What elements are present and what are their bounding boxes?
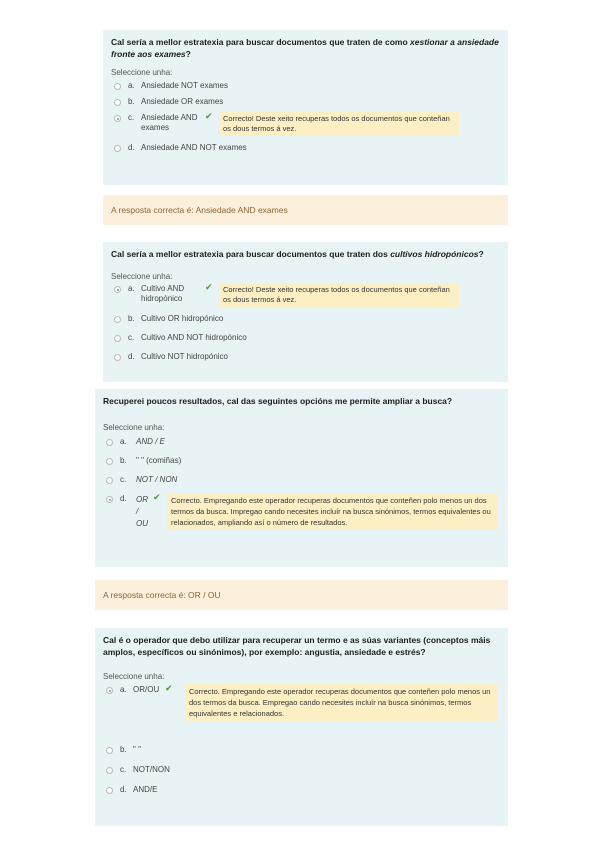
select-prompt: Seleccione unha: bbox=[103, 423, 165, 432]
feedback-box: Correcto. Empregando este operador recuperas documentos que conteñen polo menos un dos termos da busca. Empregao cando necesites incluír na busca sinónimos, termos equivalentes e relacionados. bbox=[185, 684, 497, 721]
question-text: Cal sería a mellor estratexia para buscar documentos que traten de como xestionar a ansiedade fronte aos exames? bbox=[111, 37, 499, 59]
radio-button[interactable] bbox=[106, 767, 113, 774]
question-card-2 bbox=[103, 242, 508, 382]
select-prompt: Seleccione unha: bbox=[111, 272, 173, 281]
correct-check-icon: ✔ bbox=[153, 492, 161, 502]
question-text: Recuperei poucos resultados, cal das seguintes opcións me permite ampliar a busca? bbox=[103, 396, 453, 406]
radio-button-selected[interactable] bbox=[106, 496, 113, 503]
option-d[interactable]: d. OR / OU ✔ Correcto. Empregando este operador recuperas documentos que conteñen polo menos un dos termos da busca. Impregao cando necesites incluír na busca sinónimos, termos equivalentes ou relacionados, ampliando así o número de resultados. bbox=[103, 494, 500, 544]
option-b[interactable]: b. Ansiedade OR exames bbox=[111, 97, 500, 113]
radio-button[interactable] bbox=[106, 477, 113, 484]
radio-button[interactable] bbox=[114, 335, 121, 342]
radio-button[interactable] bbox=[114, 83, 121, 90]
radio-button[interactable] bbox=[106, 747, 113, 754]
question-text: Cal sería a mellor estratexia para buscar documentos que traten dos cultivos hidropónicos? bbox=[111, 249, 484, 259]
radio-button[interactable] bbox=[106, 439, 113, 446]
option-a[interactable]: a. Ansiedade NOT exames bbox=[111, 81, 500, 97]
correct-answer-box: A resposta correcta é: Ansiedade AND exames bbox=[103, 195, 508, 225]
radio-button-selected[interactable] bbox=[114, 115, 121, 122]
radio-button[interactable] bbox=[114, 316, 121, 323]
correct-check-icon: ✔ bbox=[165, 683, 173, 693]
option-a[interactable]: a. OR/OU ✔ Correcto. Empregando este operador recuperas documentos que conteñen polo menos un dos termos da busca. Empregao cando necesites incluír na busca sinónimos, termos equivalentes e relacionados. bbox=[103, 685, 500, 745]
option-a[interactable]: a. Cultivo AND hidropónico ✔ Correcto! Deste xeito recuperas todos os documentos que conteñan os dous termos á vez. bbox=[111, 284, 500, 314]
correct-answer-box: A resposta correcta é: OR / OU bbox=[95, 580, 508, 610]
option-b[interactable]: b. Cultivo OR hidropónico bbox=[111, 314, 500, 333]
radio-button-selected[interactable] bbox=[114, 286, 121, 293]
radio-button[interactable] bbox=[106, 787, 113, 794]
option-d[interactable]: d. AND/E bbox=[103, 785, 500, 801]
feedback-box: Correcto! Deste xeito recuperas todos os documentos que conteñan os dous termos á vez. bbox=[219, 112, 459, 136]
option-b[interactable]: b. " " bbox=[103, 745, 500, 765]
radio-button-selected[interactable] bbox=[106, 687, 113, 694]
option-c[interactable]: c. Cultivo AND NOT hidropónico bbox=[111, 333, 500, 352]
question-card-3 bbox=[95, 389, 508, 567]
radio-button[interactable] bbox=[106, 458, 113, 465]
option-d[interactable]: d. Ansiedade AND NOT exames bbox=[111, 143, 500, 159]
select-prompt: Seleccione unha: bbox=[111, 68, 173, 77]
option-c[interactable]: c. Ansiedade AND exames ✔ Correcto! Deste xeito recuperas todos os documentos que conteñan os dous termos á vez. bbox=[111, 113, 500, 143]
option-b[interactable]: b. " " (comiñas) bbox=[103, 456, 500, 475]
radio-button[interactable] bbox=[114, 354, 121, 361]
feedback-box: Correcto! Deste xeito recuperas todos os documentos que conteñan os dous termos á vez. bbox=[219, 283, 459, 307]
option-d[interactable]: d. Cultivo NOT hidropónico bbox=[111, 352, 500, 368]
question-card-1 bbox=[103, 30, 508, 185]
question-text: Cal é o operador que debo utilizar para recuperar un termo e as súas variantes (conceptos máis amplos, específicos ou sinónimos), por exemplo: angustia, ansiedade e estrés? bbox=[103, 635, 491, 657]
correct-check-icon: ✔ bbox=[205, 111, 213, 121]
select-prompt: Seleccione unha: bbox=[103, 672, 165, 681]
option-c[interactable]: c. NOT/NON bbox=[103, 765, 500, 785]
feedback-box: Correcto. Empregando este operador recuperas documentos que conteñen polo menos un dos termos da busca. Impregao cando necesites incluír na busca sinónimos, termos equivalentes ou relacionados, ampliando así o número de resultados. bbox=[167, 493, 497, 530]
radio-button[interactable] bbox=[114, 145, 121, 152]
question-card-4 bbox=[95, 628, 508, 826]
correct-check-icon: ✔ bbox=[205, 282, 213, 292]
option-a[interactable]: a. AND / E bbox=[103, 437, 500, 456]
option-c[interactable]: c. NOT / NON bbox=[103, 475, 500, 494]
radio-button[interactable] bbox=[114, 99, 121, 106]
